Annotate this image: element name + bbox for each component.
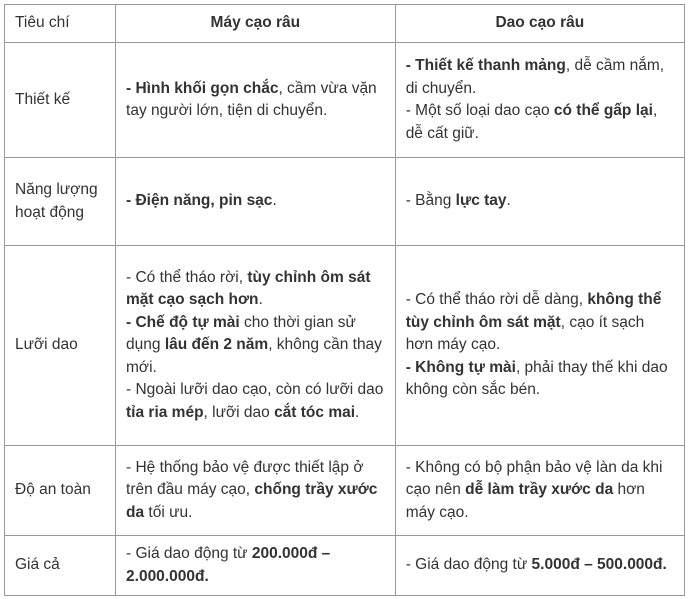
plain-text: - Hệ thống bảo vệ được thiết lập ở trên đầu máy cạo, bbox=[126, 458, 364, 499]
razor-cell bbox=[395, 158, 684, 246]
row-blade bbox=[5, 246, 685, 446]
razor-cell bbox=[395, 536, 684, 596]
bold-text: 200.000đ – 2.000.000đ. bbox=[126, 545, 331, 585]
cell-paragraph bbox=[126, 267, 385, 312]
criterion-cell: Giá cả bbox=[5, 536, 116, 596]
plain-text: - Có thể tháo rời dễ dàng, bbox=[405, 291, 588, 309]
plain-text: - Một số loại dao cạo bbox=[405, 102, 554, 119]
electric-shaver-cell bbox=[116, 158, 396, 246]
bold-text: 5.000đ – 500.000đ. bbox=[531, 556, 667, 574]
bold-text: - Điện năng, pin sạc bbox=[126, 192, 273, 210]
plain-text: - Không có bộ phận bảo vệ làn da khi cạo nên bbox=[405, 458, 663, 499]
cell-paragraph bbox=[406, 55, 674, 100]
header-electric-shaver: Máy cạo râu bbox=[116, 5, 396, 43]
criterion-cell: Năng lượng hoạt động bbox=[5, 158, 116, 246]
plain-text: tối ưu. bbox=[144, 503, 193, 521]
bold-text: lực tay bbox=[455, 192, 507, 210]
bold-text: cắt tóc mai bbox=[274, 403, 356, 421]
plain-text: - Bằng bbox=[405, 192, 456, 210]
plain-text: cho thời gian sử dụng bbox=[126, 313, 356, 354]
plain-text: . bbox=[506, 192, 511, 210]
cell-paragraph bbox=[406, 100, 674, 145]
plain-text: - Giá dao động từ bbox=[126, 545, 252, 562]
criterion-cell: Lưỡi dao bbox=[5, 246, 116, 446]
electric-shaver-cell bbox=[116, 446, 396, 536]
bold-text: - Hình khối gọn chắc bbox=[126, 79, 279, 97]
plain-text: - Có thể tháo rời, bbox=[126, 268, 248, 286]
cell-paragraph bbox=[126, 457, 385, 525]
cell-paragraph bbox=[406, 357, 674, 402]
criterion-cell: Thiết kế bbox=[5, 43, 116, 158]
cell-paragraph bbox=[406, 554, 674, 577]
plain-text: - Giá dao động từ bbox=[405, 556, 532, 574]
plain-text: , dễ cất giữ. bbox=[405, 102, 658, 142]
row-price bbox=[5, 536, 685, 596]
criterion-cell: Độ an toàn bbox=[5, 446, 116, 536]
cell-paragraph bbox=[406, 457, 674, 525]
plain-text: , cạo ít sạch hơn máy cạo. bbox=[405, 313, 645, 354]
razor-cell bbox=[395, 43, 684, 158]
razor-cell bbox=[395, 446, 684, 536]
row-design bbox=[5, 43, 685, 158]
cell-paragraph bbox=[126, 543, 385, 588]
bold-text: - Thiết kế thanh mảng bbox=[405, 57, 566, 74]
comparison-table bbox=[4, 4, 685, 596]
bold-text: - Chế độ tự mài bbox=[126, 313, 240, 331]
electric-shaver-cell bbox=[116, 43, 396, 158]
bold-text: tùy chỉnh ôm sát mặt cạo sạch hơn bbox=[126, 268, 371, 309]
cell-paragraph bbox=[126, 78, 385, 123]
plain-text: , dễ cầm nắm, di chuyển. bbox=[405, 57, 665, 97]
cell-paragraph bbox=[126, 312, 385, 380]
row-safety bbox=[5, 446, 685, 536]
plain-text: . bbox=[258, 291, 263, 309]
plain-text: , lưỡi dao bbox=[203, 403, 275, 421]
cell-paragraph bbox=[126, 379, 385, 424]
header-razor: Dao cạo râu bbox=[395, 5, 684, 43]
plain-text: hơn máy cạo. bbox=[405, 481, 645, 521]
plain-text: . bbox=[272, 192, 277, 210]
cell-paragraph bbox=[406, 190, 674, 213]
bold-text: dễ làm trầy xước da bbox=[465, 481, 614, 499]
bold-text: lâu đến 2 năm bbox=[164, 336, 269, 354]
bold-text: chống trầy xước da bbox=[126, 481, 378, 521]
bold-text: không thể tùy chỉnh ôm sát mặt bbox=[405, 291, 662, 331]
header-row bbox=[5, 5, 685, 43]
bold-text: có thể gấp lại bbox=[553, 102, 653, 119]
row-energy bbox=[5, 158, 685, 246]
header-criteria: Tiêu chí bbox=[5, 5, 116, 43]
bold-text: tỉa ria mép bbox=[126, 403, 204, 421]
plain-text: - Ngoài lưỡi dao cạo, còn có lưỡi dao bbox=[126, 381, 384, 399]
cell-paragraph bbox=[406, 289, 674, 357]
plain-text: , phải thay thế khi dao không còn sắc bén. bbox=[405, 358, 668, 399]
cell-paragraph bbox=[126, 190, 385, 213]
plain-text: , cầm vừa vặn tay người lớn, tiện di chuyển. bbox=[126, 79, 377, 119]
razor-cell bbox=[395, 246, 684, 446]
electric-shaver-cell bbox=[116, 246, 396, 446]
plain-text: . bbox=[355, 403, 360, 421]
bold-text: - Không tự mài bbox=[405, 358, 516, 376]
electric-shaver-cell bbox=[116, 536, 396, 596]
plain-text: , không cần thay mới. bbox=[126, 336, 382, 376]
